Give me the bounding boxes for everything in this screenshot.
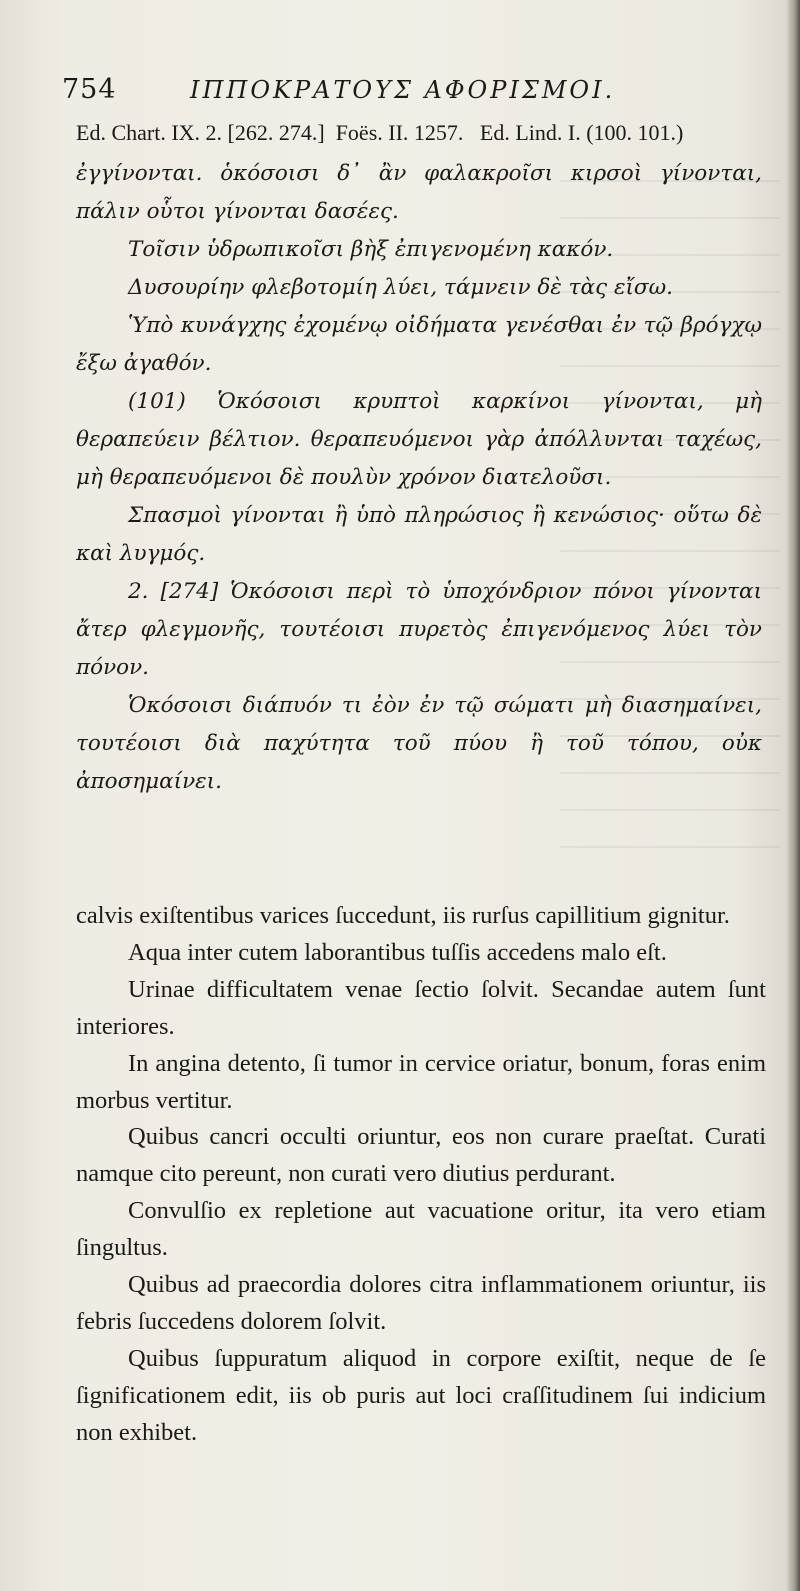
greek-paragraph: 2. [274] Ὁκόσοισι περὶ τὸ ὑποχόνδριον πόνοι γίνονται ἄτερ φλεγμονῆς, τουτέοισι πυρετὸς ἐπιγενόμενος λύει τὸν πόνον. [76,579,762,680]
greek-paragraph: ἐγγίνονται. ὁκόσοισι δ᾽ ἂν φαλακροῖσι κιρσοὶ γίνονται, πάλιν οὗτοι γίνονται δασέες. [76,161,762,224]
latin-paragraph: Quibus cancri occulti oriuntur, eos non curare praeſtat. Curati namque cito pereunt, non curati vero diutius perdurant. [76,1123,766,1188]
edition-lind-ref: Ed. Lind. I. (100. 101.) [479,120,684,145]
latin-paragraph: In angina detento, ſi tumor in cervice oriatur, bonum, foras enim morbus vertitur. [76,1049,766,1114]
edition-chart-ref: Ed. Chart. IX. 2. [262. 274.] [76,120,325,145]
greek-paragraph: Σπασμοὶ γίνονται ἢ ὑπὸ πληρώσιος ἢ κενώσιος· οὕτω δὲ καὶ λυγμός. [76,503,762,566]
latin-paragraph: Urinae difficultatem venae ſectio ſolvit. Secandae autem ſunt interiores. [76,975,766,1040]
latin-paragraph: calvis exiſtentibus varices ſuccedunt, iis rurſus capillitium gignitur. [76,902,730,929]
edition-references [76,120,766,146]
latin-paragraph: Aqua inter cutem laborantibus tuſſis accedens malo eſt. [128,938,667,966]
latin-text [76,898,766,1452]
greek-paragraph: Ὁκόσοισι διάπυόν τι ἐὸν ἐν τῷ σώματι μὴ διασημαίνει, τουτέοισι διὰ παχύτητα τοῦ πύου ἢ τοῦ τόπου, οὐκ ἀποσημαίνει. [76,693,762,794]
edition-foes-ref: Foës. II. 1257. [335,120,464,145]
page-number: 754 [62,74,117,105]
latin-paragraph: Quibus ſuppuratum aliquod in corpore exiſtit, neque de ſe ſignificationem edit, iis ob puris aut loci craſſitudinem ſui indicium non exhibet. [76,1344,766,1446]
greek-paragraph: Τοῖσιν ὑδρωπικοῖσι βὴξ ἐπιγενομένη κακόν. [128,237,614,262]
binding-edge [786,0,800,1591]
running-head [62,74,762,114]
greek-paragraph: Δυσουρίην φλεβοτομίη λύει, τάμνειν δὲ τὰς εἴσω. [128,275,673,300]
greek-paragraph: (101) Ὁκόσοισι κρυπτοὶ καρκίνοι γίνονται, μὴ θεραπεύειν βέλτιον. θεραπευόμενοι γὰρ ἀπόλλυνται ταχέως, μὴ θεραπευόμενοι δὲ πουλὺν χρόνον διατελοῦσι. [76,389,762,490]
greek-text [76,155,762,801]
greek-paragraph: Ὑπὸ κυνάγχης ἐχομένῳ οἰδήματα γενέσθαι ἐν τῷ βρόγχῳ ἔξω ἀγαθόν. [76,313,762,376]
latin-paragraph: Quibus ad praecordia dolores citra inflammationem oriuntur, iis febris ſuccedens dolorem ſolvit. [76,1271,766,1335]
latin-paragraph: Convulſio ex repletione aut vacuatione oritur, ita vero etiam ſingultus. [76,1197,766,1262]
running-title: ΙΠΠΟΚΡΑΤΟΥΣ ΑΦΟΡΙΣΜΟΙ. [190,76,616,104]
